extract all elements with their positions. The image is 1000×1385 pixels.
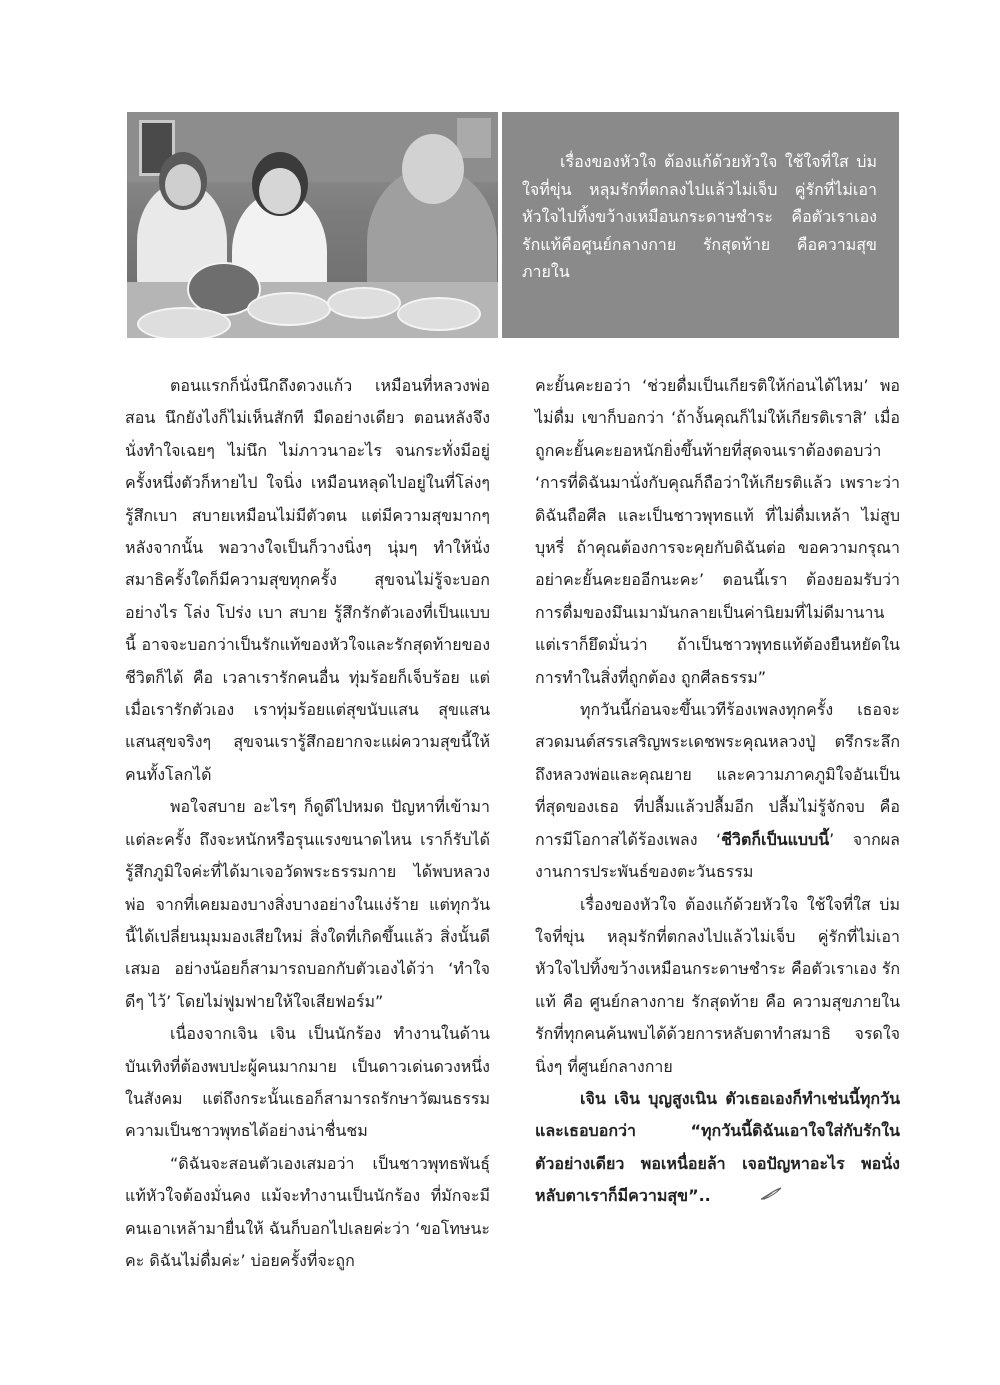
paragraph: เรื่องของหัวใจ ต้องแก้ด้วยหัวใจ ใช้ใจที่ใส บ่มใจที่ขุ่น หลุมรักที่ตกลงไปแล้วไม่เจ็บ คู่รักที่ไม่เอาหัวใจไปทิ้งขว้างเหมือนกระดาษชำระ คือตัวเราเอง รักแท้ คือ ศูนย์กลางกาย รักสุดท้าย คือ ความสุขภายใน รักที่ทุกคนค้นพบได้ด้วยการหลับตาทำสมาธิ จรดใจนิ่งๆ ที่ศูนย์กลางกาย	[535, 894, 901, 1076]
article-photo	[127, 112, 498, 338]
photo-person-right-head	[402, 134, 464, 204]
paragraph	[535, 694, 900, 888]
pull-quote-text: เรื่องของหัวใจ ต้องแก้ด้วยหัวใจ ใช้ใจที่ใส บ่มใจที่ขุ่น หลุมรักที่ตกลงไปแล้วไม่เจ็บ คู่รักที่ไม่เอาหัวใจไปทิ้งขว้างเหมือนกระดาษชำระ คือตัวเราเอง รักแท้คือศูนย์กลางกาย รักสุดท้าย คือความสุขภายใน	[522, 152, 877, 281]
paragraph: พอใจสบาย อะไรๆ ก็ดูดีไปหมด ปัญหาที่เข้ามาแต่ละครั้ง ถึงจะหนักหรือรุนแรงขนาดไหน เราก็รับได้ รู้สึกภูมิใจค่ะที่ได้มาเจอวัดพระธรรมกาย ได้พบหลวงพ่อ จากที่เคยมองบางสิ่งบางอย่างในแง่ร้าย แต่ทุกวันนี้ได้เปลี่ยนมุมมองเสียใหม่ สิ่งใดที่เกิดขึ้นแล้ว สิ่งนั้นดีเสมอ อย่างน้อยก็สามารถบอกกับตัวเองได้ว่า ‘ทำใจดีๆ ไว้’ โดยไม่ฟูมฟายให้ใจเสียฟอร์ม”	[125, 797, 490, 1011]
song-title: ชีวิตก็เป็นแบบนี้	[721, 829, 830, 849]
photo-wall-frame	[457, 118, 491, 158]
feather-end-mark-icon	[715, 1180, 782, 1212]
photo-dish	[397, 297, 481, 331]
paragraph: คะยั้นคะยอว่า ‘ช่วยดื่มเป็นเกียรติให้ก่อนได้ไหม’ พอไม่ดื่ม เขาก็บอกว่า ‘ถ้างั้นคุณก็ไม่ให้เกียรติเราสิ’ เมื่อถูกคะยั้นคะยอหนักยิ่งขึ้นท้ายที่สุดจนเราต้องตอบว่า ‘การที่ดิฉันมานั่งกับคุณก็ถือว่าให้เกียรติแล้ว เพราะว่าดิฉันถือศีล และเป็นชาวพุทธแท้ ที่ไม่ดื่มเหล้า ไม่สูบบุหรี่ ถ้าคุณต้องการจะคุยกับดิฉันต่อ ขอความกรุณาอย่าคะยั้นคะยออีกนะคะ’ ตอนนี้เรา ต้องยอมรับว่า การดื่มของมึนเมามันกลายเป็นค่านิยมที่ไม่ดีมานาน แต่เราก็ยึดมั่นว่า ถ้าเป็นชาวพุทธแท้ต้องยืนหยัดในการทำในสิ่งที่ถูกต้อง ถูกศีลธรรม”	[535, 376, 900, 687]
paragraph-text: ’ จากผลงานการประพันธ์ของตะวันธรรม	[535, 829, 900, 882]
photo-person-center-face	[259, 168, 301, 214]
left-column	[125, 370, 490, 1277]
right-column	[535, 370, 900, 1213]
closing-paragraph	[535, 1083, 900, 1213]
closing-bold-text: เจิน เจิน บุญสูงเนิน ตัวเธอเองก็ทำเช่นนี้ทุกวัน และเธอบอกว่า “ทุกวันนี้ดิฉันเอาใจใส่กับรักในตัวอย่างเดียว พอเหนื่อยล้า เจอปัญหาอะไร พอนั่งหลับตาเราก็มีความสุข”..	[535, 1088, 900, 1206]
photo-dish	[137, 307, 231, 338]
pull-quote-box	[502, 112, 899, 338]
paragraph: เนื่องจากเจิน เจิน เป็นนักร้อง ทำงานในด้านบันเทิงที่ต้องพบปะผู้คนมากมาย เป็นดาวเด่นดวงหนึ่งในสังคม แต่ถึงกระนั้นเธอก็สามารถรักษาวัฒนธรรมความเป็นชาวพุทธได้อย่างน่าชื่นชม	[125, 1024, 490, 1141]
paragraph: ตอนแรกก็นั่งนึกถึงดวงแก้ว เหมือนที่หลวงพ่อสอน นึกยังไงก็ไม่เห็นสักที มืดอย่างเดียว ตอนหลังจึงนั่งทำใจเฉยๆ ไม่นึก ไม่ภาวนาอะไร จนกระทั่งมีอยู่ครั้งหนึ่งตัวก็หายไป ใจนิ่ง เหมือนหลุดไปอยู่ในที่โล่งๆ รู้สึกเบา สบายเหมือนไม่มีตัวตน แต่มีความสุขมากๆ หลังจากนั้น พอวางใจเป็นก็วางนิ่งๆ นุ่มๆ ทำให้นั่งสมาธิครั้งใดก็มีความสุขทุกครั้ง สุขจนไม่รู้จะบอกอย่างไร โล่ง โปร่ง เบา สบาย รู้สึกรักตัวเองที่เป็นแบบนี้ อาจจะบอกว่าเป็นรักแท้ของหัวใจและรักสุดท้ายของชีวิตก็ได้ คือ เวลาเรารักคนอื่น ทุ่มร้อยก็เจ็บร้อย แต่เมื่อเรารักตัวเอง เราทุ่มร้อยแต่สุขนับแสน สุขแสน แสนสุขจริงๆ สุขจนเรารู้สึกอยากจะแผ่ความสุขนี้ให้คนทั้งโลกได้	[125, 376, 490, 784]
paragraph-text: ทุกวันนี้ก่อนจะขึ้นเวทีร้องเพลงทุกครั้ง เธอจะสวดมนต์สรรเสริญพระเดชพระคุณหลวงปู่ ตรึกระลึกถึงหลวงพ่อและคุณยาย และความภาคภูมิใจอันเป็นที่สุดของเธอ ที่ปลื้มแล้วปลื้มอีก ปลื้มไม่รู้จักจบ คือ การมีโอกาสได้ร้องเพลง ‘	[535, 700, 900, 849]
photo-person-left-face	[165, 164, 201, 206]
paragraph: “ดิฉันจะสอนตัวเองเสมอว่า เป็นชาวพุทธพันธุ์แท้หัวใจต้องมั่นคง แม้จะทำงานเป็นนักร้อง ที่มักจะมีคนเอาเหล้ามายื่นให้ ฉันก็บอกไปเลยค่ะว่า ‘ขอโทษนะคะ ดิฉันไม่ดื่มค่ะ’ บ่อยครั้งที่จะถูก	[125, 1153, 490, 1270]
photo-dish	[247, 292, 331, 326]
photo-dish	[327, 287, 401, 319]
